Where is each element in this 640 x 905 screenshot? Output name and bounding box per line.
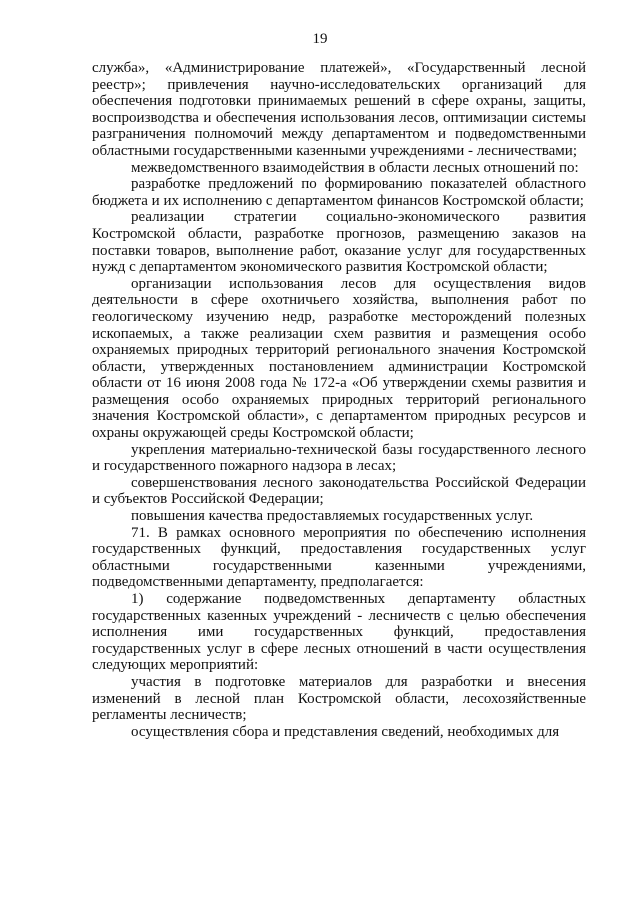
- paragraph: служба», «Администрирование платежей», «Государственный лесной реестр»; привлечения научно-исследовательских организаций для обеспечения подготовки принимаемых решений в сфере охраны, защиты, воспроизводства и обеспечения использования лесов, оптимизации системы разграничения полномочий между департаментом и подведомственными областными государственными казенными учреждениями - лесничествами;: [92, 60, 586, 159]
- paragraph: 71. В рамках основного мероприятия по обеспечению исполнения государственных функций, предоставления государственных услуг областными государственными казенными учреждениями, подведомственными департаменту, предполагается:: [92, 524, 586, 591]
- body-text: [92, 60, 586, 740]
- paragraph: межведомственного взаимодействия в области лесных отношений по:: [131, 159, 579, 176]
- paragraph: осуществления сбора и представления сведений, необходимых для: [131, 723, 560, 740]
- paragraph: укрепления материально-технической базы государственного лесного и государственного пожарного надзора в лесах;: [92, 441, 586, 475]
- paragraph: реализации стратегии социально-экономического развития Костромской области, разработке прогнозов, размещению заказов на поставки товаров, выполнение работ, оказание услуг для государственных нужд с департаментом экономического развития Костромской области;: [92, 209, 586, 276]
- page-number: 19: [312, 31, 328, 47]
- paragraph: 1) содержание подведомственных департаменту областных государственных казенных учреждений - лесничеств с целью обеспечения исполнения ими государственных функций, предоставления государственных услуг в сфере лесных отношений в части осуществления следующих мероприятий:: [92, 591, 586, 674]
- paragraph: повышения качества предоставляемых государственных услуг.: [131, 508, 534, 525]
- paragraph: совершенствования лесного законодательства Российской Федерации и субъектов Российской Федерации;: [92, 474, 586, 508]
- paragraph: разработке предложений по формированию показателей областного бюджета и их исполнению с департаментом финансов Костромской области;: [92, 176, 586, 209]
- paragraph: участия в подготовке материалов для разработки и внесения изменений в лесной план Костромской области, лесохозяйственные регламенты лесничеств;: [92, 673, 586, 724]
- paragraph: организации использования лесов для осуществления видов деятельности в сфере охотничьего хозяйства, выполнения работ по геологическому изучению недр, разработке месторождений полезных ископаемых, а также реализации схем развития и размещения особо охраняемых природных территорий регионального значения Костромской области, утвержденных постановлением администрации Костромской области от 16 июня 2008 года № 172-а «Об утверждении схемы развития и размещения особо охраняемых природных территорий регионального значения Костромской области», с департаментом природных ресурсов и охраны окружающей среды Костромской области;: [92, 275, 586, 442]
